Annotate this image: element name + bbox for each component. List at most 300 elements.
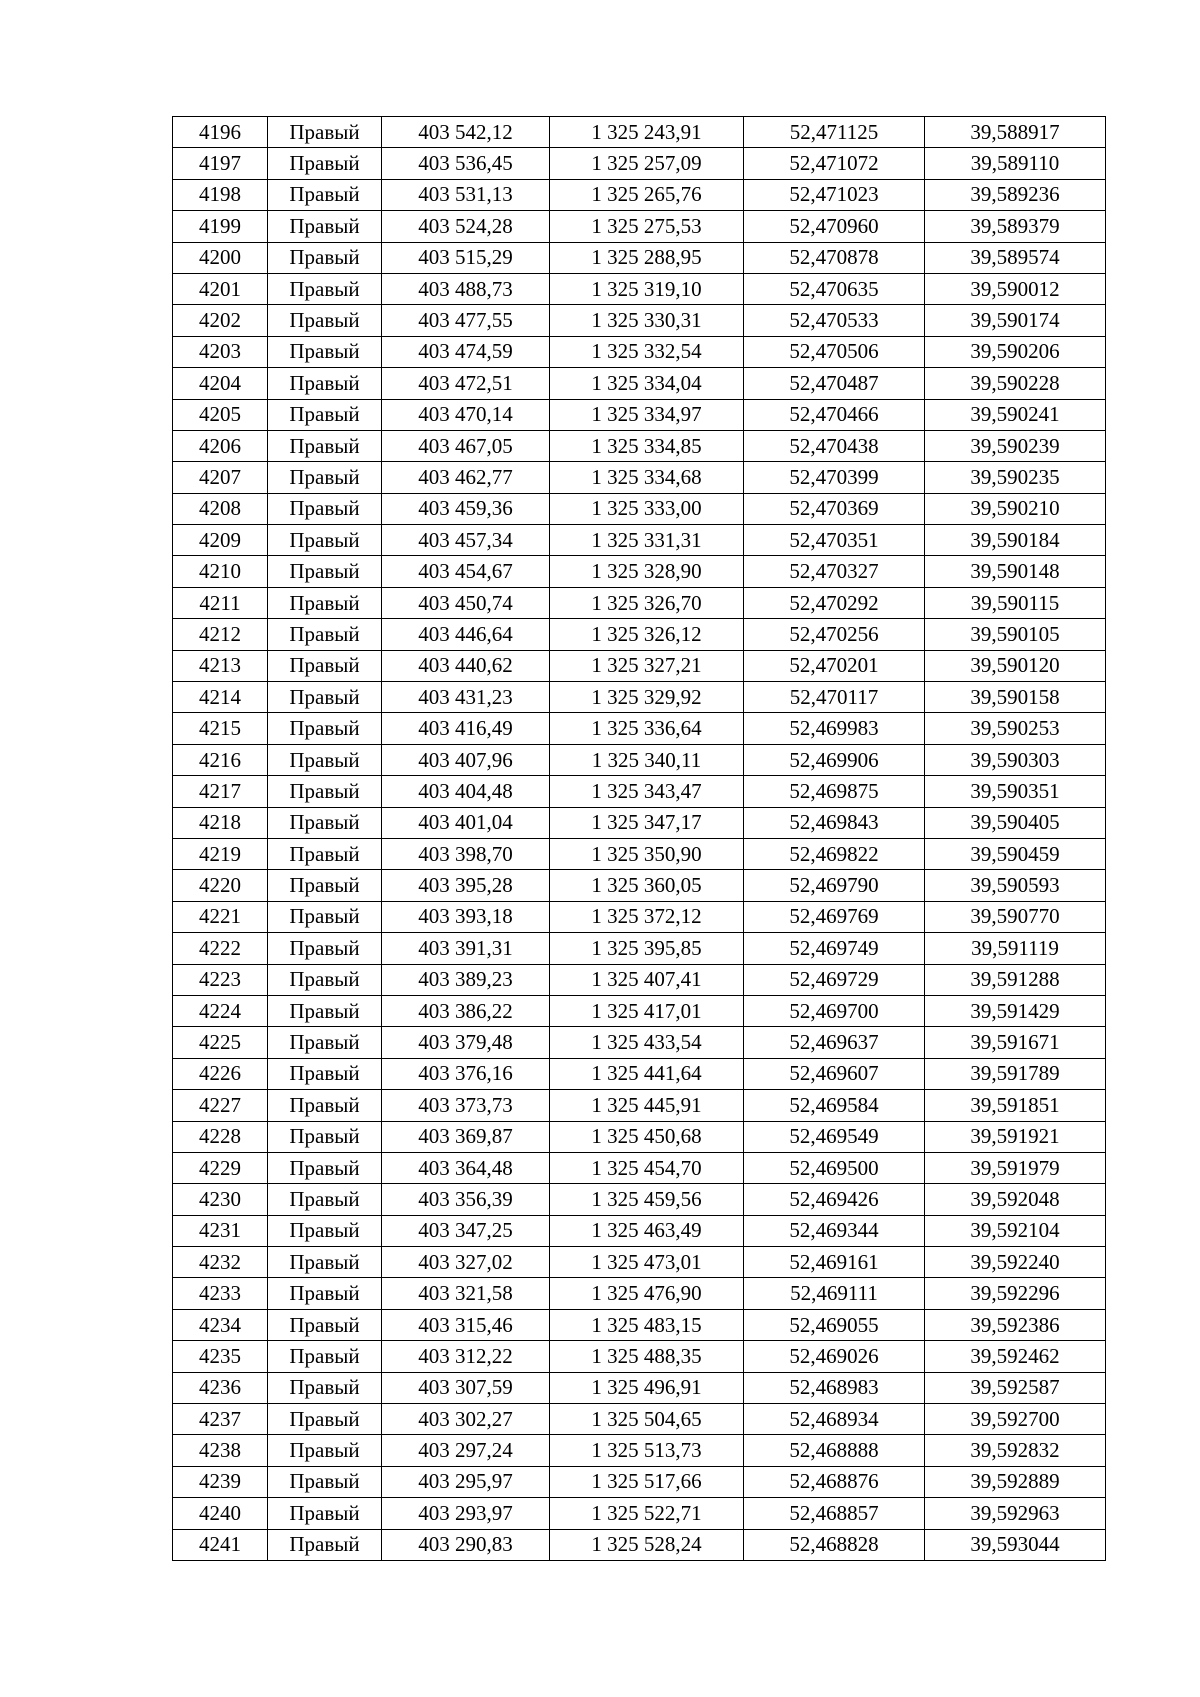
longitude-cell: 39,591979 [925, 1152, 1106, 1183]
y-coordinate-cell: 1 325 340,11 [550, 744, 744, 775]
point-number-cell: 4235 [173, 1341, 268, 1372]
longitude-cell: 39,590405 [925, 807, 1106, 838]
side-cell: Правый [268, 807, 382, 838]
x-coordinate-cell: 403 364,48 [382, 1152, 550, 1183]
table-row [173, 117, 1106, 148]
y-coordinate-cell: 1 325 331,31 [550, 525, 744, 556]
latitude-cell: 52,469983 [744, 713, 925, 744]
side-cell: Правый [268, 1247, 382, 1278]
point-number-cell: 4211 [173, 587, 268, 618]
x-coordinate-cell: 403 407,96 [382, 744, 550, 775]
table-row [173, 525, 1106, 556]
x-coordinate-cell: 403 398,70 [382, 838, 550, 869]
x-coordinate-cell: 403 347,25 [382, 1215, 550, 1246]
point-number-cell: 4204 [173, 368, 268, 399]
point-number-cell: 4231 [173, 1215, 268, 1246]
latitude-cell: 52,469549 [744, 1121, 925, 1152]
table-row [173, 148, 1106, 179]
latitude-cell: 52,470438 [744, 430, 925, 461]
longitude-cell: 39,592700 [925, 1404, 1106, 1435]
latitude-cell: 52,469111 [744, 1278, 925, 1309]
point-number-cell: 4216 [173, 744, 268, 775]
point-number-cell: 4223 [173, 964, 268, 995]
side-cell: Правый [268, 1215, 382, 1246]
table-row [173, 870, 1106, 901]
side-cell: Правый [268, 1341, 382, 1372]
table-row [173, 1372, 1106, 1403]
x-coordinate-cell: 403 454,67 [382, 556, 550, 587]
point-number-cell: 4220 [173, 870, 268, 901]
x-coordinate-cell: 403 290,83 [382, 1529, 550, 1560]
side-cell: Правый [268, 964, 382, 995]
x-coordinate-cell: 403 307,59 [382, 1372, 550, 1403]
point-number-cell: 4236 [173, 1372, 268, 1403]
table-row [173, 1121, 1106, 1152]
point-number-cell: 4212 [173, 619, 268, 650]
side-cell: Правый [268, 1090, 382, 1121]
side-cell: Правый [268, 1466, 382, 1497]
point-number-cell: 4213 [173, 650, 268, 681]
latitude-cell: 52,470960 [744, 211, 925, 242]
x-coordinate-cell: 403 356,39 [382, 1184, 550, 1215]
side-cell: Правый [268, 744, 382, 775]
table-row [173, 1498, 1106, 1529]
side-cell: Правый [268, 838, 382, 869]
table-row [173, 587, 1106, 618]
side-cell: Правый [268, 493, 382, 524]
side-cell: Правый [268, 619, 382, 650]
side-cell: Правый [268, 1498, 382, 1529]
side-cell: Правый [268, 1152, 382, 1183]
latitude-cell: 52,469729 [744, 964, 925, 995]
point-number-cell: 4206 [173, 430, 268, 461]
longitude-cell: 39,590241 [925, 399, 1106, 430]
x-coordinate-cell: 403 386,22 [382, 995, 550, 1026]
longitude-cell: 39,592386 [925, 1309, 1106, 1340]
latitude-cell: 52,471023 [744, 179, 925, 210]
y-coordinate-cell: 1 325 257,09 [550, 148, 744, 179]
longitude-cell: 39,592240 [925, 1247, 1106, 1278]
point-number-cell: 4215 [173, 713, 268, 744]
x-coordinate-cell: 403 373,73 [382, 1090, 550, 1121]
side-cell: Правый [268, 211, 382, 242]
point-number-cell: 4225 [173, 1027, 268, 1058]
longitude-cell: 39,593044 [925, 1529, 1106, 1560]
x-coordinate-cell: 403 393,18 [382, 901, 550, 932]
latitude-cell: 52,469843 [744, 807, 925, 838]
longitude-cell: 39,590770 [925, 901, 1106, 932]
x-coordinate-cell: 403 515,29 [382, 242, 550, 273]
y-coordinate-cell: 1 325 347,17 [550, 807, 744, 838]
side-cell: Правый [268, 117, 382, 148]
table-row [173, 1404, 1106, 1435]
table-row [173, 273, 1106, 304]
latitude-cell: 52,469500 [744, 1152, 925, 1183]
table-row [173, 211, 1106, 242]
y-coordinate-cell: 1 325 441,64 [550, 1058, 744, 1089]
point-number-cell: 4228 [173, 1121, 268, 1152]
x-coordinate-cell: 403 327,02 [382, 1247, 550, 1278]
point-number-cell: 4196 [173, 117, 268, 148]
x-coordinate-cell: 403 315,46 [382, 1309, 550, 1340]
table-row [173, 995, 1106, 1026]
y-coordinate-cell: 1 325 275,53 [550, 211, 744, 242]
point-number-cell: 4219 [173, 838, 268, 869]
latitude-cell: 52,469607 [744, 1058, 925, 1089]
table-row [173, 1152, 1106, 1183]
latitude-cell: 52,469161 [744, 1247, 925, 1278]
y-coordinate-cell: 1 325 513,73 [550, 1435, 744, 1466]
side-cell: Правый [268, 1278, 382, 1309]
table-row [173, 1278, 1106, 1309]
point-number-cell: 4224 [173, 995, 268, 1026]
longitude-cell: 39,590115 [925, 587, 1106, 618]
latitude-cell: 52,470327 [744, 556, 925, 587]
longitude-cell: 39,590148 [925, 556, 1106, 587]
y-coordinate-cell: 1 325 326,12 [550, 619, 744, 650]
latitude-cell: 52,470351 [744, 525, 925, 556]
table-row [173, 838, 1106, 869]
longitude-cell: 39,591119 [925, 933, 1106, 964]
latitude-cell: 52,468828 [744, 1529, 925, 1560]
y-coordinate-cell: 1 325 332,54 [550, 336, 744, 367]
y-coordinate-cell: 1 325 243,91 [550, 117, 744, 148]
coordinates-table [172, 116, 1106, 1561]
x-coordinate-cell: 403 450,74 [382, 587, 550, 618]
longitude-cell: 39,591671 [925, 1027, 1106, 1058]
point-number-cell: 4200 [173, 242, 268, 273]
table-row [173, 964, 1106, 995]
x-coordinate-cell: 403 302,27 [382, 1404, 550, 1435]
point-number-cell: 4205 [173, 399, 268, 430]
point-number-cell: 4214 [173, 682, 268, 713]
latitude-cell: 52,470292 [744, 587, 925, 618]
x-coordinate-cell: 403 379,48 [382, 1027, 550, 1058]
longitude-cell: 39,592296 [925, 1278, 1106, 1309]
latitude-cell: 52,470256 [744, 619, 925, 650]
longitude-cell: 39,589236 [925, 179, 1106, 210]
x-coordinate-cell: 403 389,23 [382, 964, 550, 995]
y-coordinate-cell: 1 325 496,91 [550, 1372, 744, 1403]
y-coordinate-cell: 1 325 473,01 [550, 1247, 744, 1278]
side-cell: Правый [268, 1372, 382, 1403]
y-coordinate-cell: 1 325 336,64 [550, 713, 744, 744]
latitude-cell: 52,469426 [744, 1184, 925, 1215]
table-row [173, 1027, 1106, 1058]
x-coordinate-cell: 403 312,22 [382, 1341, 550, 1372]
point-number-cell: 4227 [173, 1090, 268, 1121]
table-row [173, 1466, 1106, 1497]
point-number-cell: 4207 [173, 462, 268, 493]
y-coordinate-cell: 1 325 463,49 [550, 1215, 744, 1246]
x-coordinate-cell: 403 293,97 [382, 1498, 550, 1529]
point-number-cell: 4221 [173, 901, 268, 932]
y-coordinate-cell: 1 325 504,65 [550, 1404, 744, 1435]
longitude-cell: 39,592048 [925, 1184, 1106, 1215]
y-coordinate-cell: 1 325 319,10 [550, 273, 744, 304]
x-coordinate-cell: 403 395,28 [382, 870, 550, 901]
longitude-cell: 39,590239 [925, 430, 1106, 461]
side-cell: Правый [268, 995, 382, 1026]
side-cell: Правый [268, 525, 382, 556]
x-coordinate-cell: 403 297,24 [382, 1435, 550, 1466]
coordinates-table-body [173, 117, 1106, 1561]
latitude-cell: 52,469026 [744, 1341, 925, 1372]
y-coordinate-cell: 1 325 395,85 [550, 933, 744, 964]
y-coordinate-cell: 1 325 476,90 [550, 1278, 744, 1309]
longitude-cell: 39,592963 [925, 1498, 1106, 1529]
side-cell: Правый [268, 1184, 382, 1215]
point-number-cell: 4226 [173, 1058, 268, 1089]
y-coordinate-cell: 1 325 334,85 [550, 430, 744, 461]
latitude-cell: 52,468888 [744, 1435, 925, 1466]
latitude-cell: 52,468934 [744, 1404, 925, 1435]
side-cell: Правый [268, 1121, 382, 1152]
latitude-cell: 52,470506 [744, 336, 925, 367]
latitude-cell: 52,469906 [744, 744, 925, 775]
table-row [173, 776, 1106, 807]
longitude-cell: 39,592104 [925, 1215, 1106, 1246]
table-row [173, 1090, 1106, 1121]
point-number-cell: 4234 [173, 1309, 268, 1340]
longitude-cell: 39,592587 [925, 1372, 1106, 1403]
y-coordinate-cell: 1 325 330,31 [550, 305, 744, 336]
longitude-cell: 39,590012 [925, 273, 1106, 304]
y-coordinate-cell: 1 325 522,71 [550, 1498, 744, 1529]
point-number-cell: 4230 [173, 1184, 268, 1215]
x-coordinate-cell: 403 470,14 [382, 399, 550, 430]
table-row [173, 399, 1106, 430]
table-row [173, 368, 1106, 399]
side-cell: Правый [268, 1529, 382, 1560]
side-cell: Правый [268, 1058, 382, 1089]
side-cell: Правый [268, 148, 382, 179]
longitude-cell: 39,592462 [925, 1341, 1106, 1372]
side-cell: Правый [268, 1404, 382, 1435]
point-number-cell: 4238 [173, 1435, 268, 1466]
latitude-cell: 52,468983 [744, 1372, 925, 1403]
table-row [173, 462, 1106, 493]
side-cell: Правый [268, 305, 382, 336]
longitude-cell: 39,589110 [925, 148, 1106, 179]
latitude-cell: 52,469055 [744, 1309, 925, 1340]
latitude-cell: 52,471125 [744, 117, 925, 148]
longitude-cell: 39,590206 [925, 336, 1106, 367]
table-row [173, 619, 1106, 650]
point-number-cell: 4233 [173, 1278, 268, 1309]
side-cell: Правый [268, 336, 382, 367]
longitude-cell: 39,589379 [925, 211, 1106, 242]
latitude-cell: 52,469637 [744, 1027, 925, 1058]
x-coordinate-cell: 403 462,77 [382, 462, 550, 493]
point-number-cell: 4217 [173, 776, 268, 807]
y-coordinate-cell: 1 325 327,21 [550, 650, 744, 681]
latitude-cell: 52,469822 [744, 838, 925, 869]
y-coordinate-cell: 1 325 334,97 [550, 399, 744, 430]
side-cell: Правый [268, 273, 382, 304]
point-number-cell: 4203 [173, 336, 268, 367]
table-row [173, 556, 1106, 587]
longitude-cell: 39,591851 [925, 1090, 1106, 1121]
point-number-cell: 4198 [173, 179, 268, 210]
side-cell: Правый [268, 682, 382, 713]
y-coordinate-cell: 1 325 329,92 [550, 682, 744, 713]
table-row [173, 1184, 1106, 1215]
y-coordinate-cell: 1 325 334,04 [550, 368, 744, 399]
table-row [173, 336, 1106, 367]
point-number-cell: 4218 [173, 807, 268, 838]
y-coordinate-cell: 1 325 328,90 [550, 556, 744, 587]
latitude-cell: 52,469700 [744, 995, 925, 1026]
table-row [173, 1215, 1106, 1246]
y-coordinate-cell: 1 325 288,95 [550, 242, 744, 273]
table-row [173, 807, 1106, 838]
longitude-cell: 39,592832 [925, 1435, 1106, 1466]
side-cell: Правый [268, 1309, 382, 1340]
latitude-cell: 52,470533 [744, 305, 925, 336]
x-coordinate-cell: 403 416,49 [382, 713, 550, 744]
side-cell: Правый [268, 1435, 382, 1466]
table-row [173, 682, 1106, 713]
y-coordinate-cell: 1 325 334,68 [550, 462, 744, 493]
latitude-cell: 52,469769 [744, 901, 925, 932]
longitude-cell: 39,590351 [925, 776, 1106, 807]
latitude-cell: 52,470487 [744, 368, 925, 399]
side-cell: Правый [268, 368, 382, 399]
point-number-cell: 4199 [173, 211, 268, 242]
table-row [173, 1435, 1106, 1466]
x-coordinate-cell: 403 524,28 [382, 211, 550, 242]
point-number-cell: 4229 [173, 1152, 268, 1183]
side-cell: Правый [268, 713, 382, 744]
x-coordinate-cell: 403 446,64 [382, 619, 550, 650]
x-coordinate-cell: 403 542,12 [382, 117, 550, 148]
longitude-cell: 39,590174 [925, 305, 1106, 336]
point-number-cell: 4209 [173, 525, 268, 556]
table-row [173, 1247, 1106, 1278]
table-row [173, 1309, 1106, 1340]
longitude-cell: 39,590105 [925, 619, 1106, 650]
longitude-cell: 39,590593 [925, 870, 1106, 901]
y-coordinate-cell: 1 325 517,66 [550, 1466, 744, 1497]
longitude-cell: 39,592889 [925, 1466, 1106, 1497]
x-coordinate-cell: 403 321,58 [382, 1278, 550, 1309]
latitude-cell: 52,470369 [744, 493, 925, 524]
latitude-cell: 52,470878 [744, 242, 925, 273]
side-cell: Правый [268, 933, 382, 964]
y-coordinate-cell: 1 325 360,05 [550, 870, 744, 901]
side-cell: Правый [268, 1027, 382, 1058]
y-coordinate-cell: 1 325 450,68 [550, 1121, 744, 1152]
x-coordinate-cell: 403 440,62 [382, 650, 550, 681]
x-coordinate-cell: 403 472,51 [382, 368, 550, 399]
y-coordinate-cell: 1 325 528,24 [550, 1529, 744, 1560]
x-coordinate-cell: 403 376,16 [382, 1058, 550, 1089]
side-cell: Правый [268, 430, 382, 461]
y-coordinate-cell: 1 325 454,70 [550, 1152, 744, 1183]
x-coordinate-cell: 403 474,59 [382, 336, 550, 367]
longitude-cell: 39,590120 [925, 650, 1106, 681]
x-coordinate-cell: 403 457,34 [382, 525, 550, 556]
y-coordinate-cell: 1 325 326,70 [550, 587, 744, 618]
longitude-cell: 39,590459 [925, 838, 1106, 869]
point-number-cell: 4240 [173, 1498, 268, 1529]
longitude-cell: 39,590253 [925, 713, 1106, 744]
x-coordinate-cell: 403 531,13 [382, 179, 550, 210]
point-number-cell: 4202 [173, 305, 268, 336]
longitude-cell: 39,590228 [925, 368, 1106, 399]
latitude-cell: 52,470635 [744, 273, 925, 304]
y-coordinate-cell: 1 325 483,15 [550, 1309, 744, 1340]
latitude-cell: 52,469344 [744, 1215, 925, 1246]
side-cell: Правый [268, 179, 382, 210]
latitude-cell: 52,470201 [744, 650, 925, 681]
longitude-cell: 39,591921 [925, 1121, 1106, 1152]
point-number-cell: 4208 [173, 493, 268, 524]
side-cell: Правый [268, 901, 382, 932]
side-cell: Правый [268, 399, 382, 430]
latitude-cell: 52,470117 [744, 682, 925, 713]
y-coordinate-cell: 1 325 488,35 [550, 1341, 744, 1372]
x-coordinate-cell: 403 477,55 [382, 305, 550, 336]
point-number-cell: 4239 [173, 1466, 268, 1497]
longitude-cell: 39,590158 [925, 682, 1106, 713]
y-coordinate-cell: 1 325 407,41 [550, 964, 744, 995]
table-row [173, 305, 1106, 336]
side-cell: Правый [268, 462, 382, 493]
longitude-cell: 39,588917 [925, 117, 1106, 148]
longitude-cell: 39,589574 [925, 242, 1106, 273]
table-row [173, 1341, 1106, 1372]
side-cell: Правый [268, 556, 382, 587]
x-coordinate-cell: 403 536,45 [382, 148, 550, 179]
point-number-cell: 4197 [173, 148, 268, 179]
x-coordinate-cell: 403 488,73 [382, 273, 550, 304]
y-coordinate-cell: 1 325 417,01 [550, 995, 744, 1026]
side-cell: Правый [268, 242, 382, 273]
x-coordinate-cell: 403 369,87 [382, 1121, 550, 1152]
point-number-cell: 4201 [173, 273, 268, 304]
longitude-cell: 39,590210 [925, 493, 1106, 524]
table-row [173, 901, 1106, 932]
x-coordinate-cell: 403 295,97 [382, 1466, 550, 1497]
table-row [173, 242, 1106, 273]
table-row [173, 650, 1106, 681]
x-coordinate-cell: 403 401,04 [382, 807, 550, 838]
x-coordinate-cell: 403 459,36 [382, 493, 550, 524]
side-cell: Правый [268, 587, 382, 618]
latitude-cell: 52,471072 [744, 148, 925, 179]
x-coordinate-cell: 403 467,05 [382, 430, 550, 461]
x-coordinate-cell: 403 391,31 [382, 933, 550, 964]
point-number-cell: 4232 [173, 1247, 268, 1278]
table-row [173, 1529, 1106, 1560]
side-cell: Правый [268, 650, 382, 681]
latitude-cell: 52,469584 [744, 1090, 925, 1121]
longitude-cell: 39,591288 [925, 964, 1106, 995]
table-row [173, 430, 1106, 461]
point-number-cell: 4222 [173, 933, 268, 964]
table-row [173, 179, 1106, 210]
side-cell: Правый [268, 776, 382, 807]
y-coordinate-cell: 1 325 433,54 [550, 1027, 744, 1058]
longitude-cell: 39,590235 [925, 462, 1106, 493]
side-cell: Правый [268, 870, 382, 901]
y-coordinate-cell: 1 325 350,90 [550, 838, 744, 869]
latitude-cell: 52,469790 [744, 870, 925, 901]
table-row [173, 933, 1106, 964]
latitude-cell: 52,470399 [744, 462, 925, 493]
